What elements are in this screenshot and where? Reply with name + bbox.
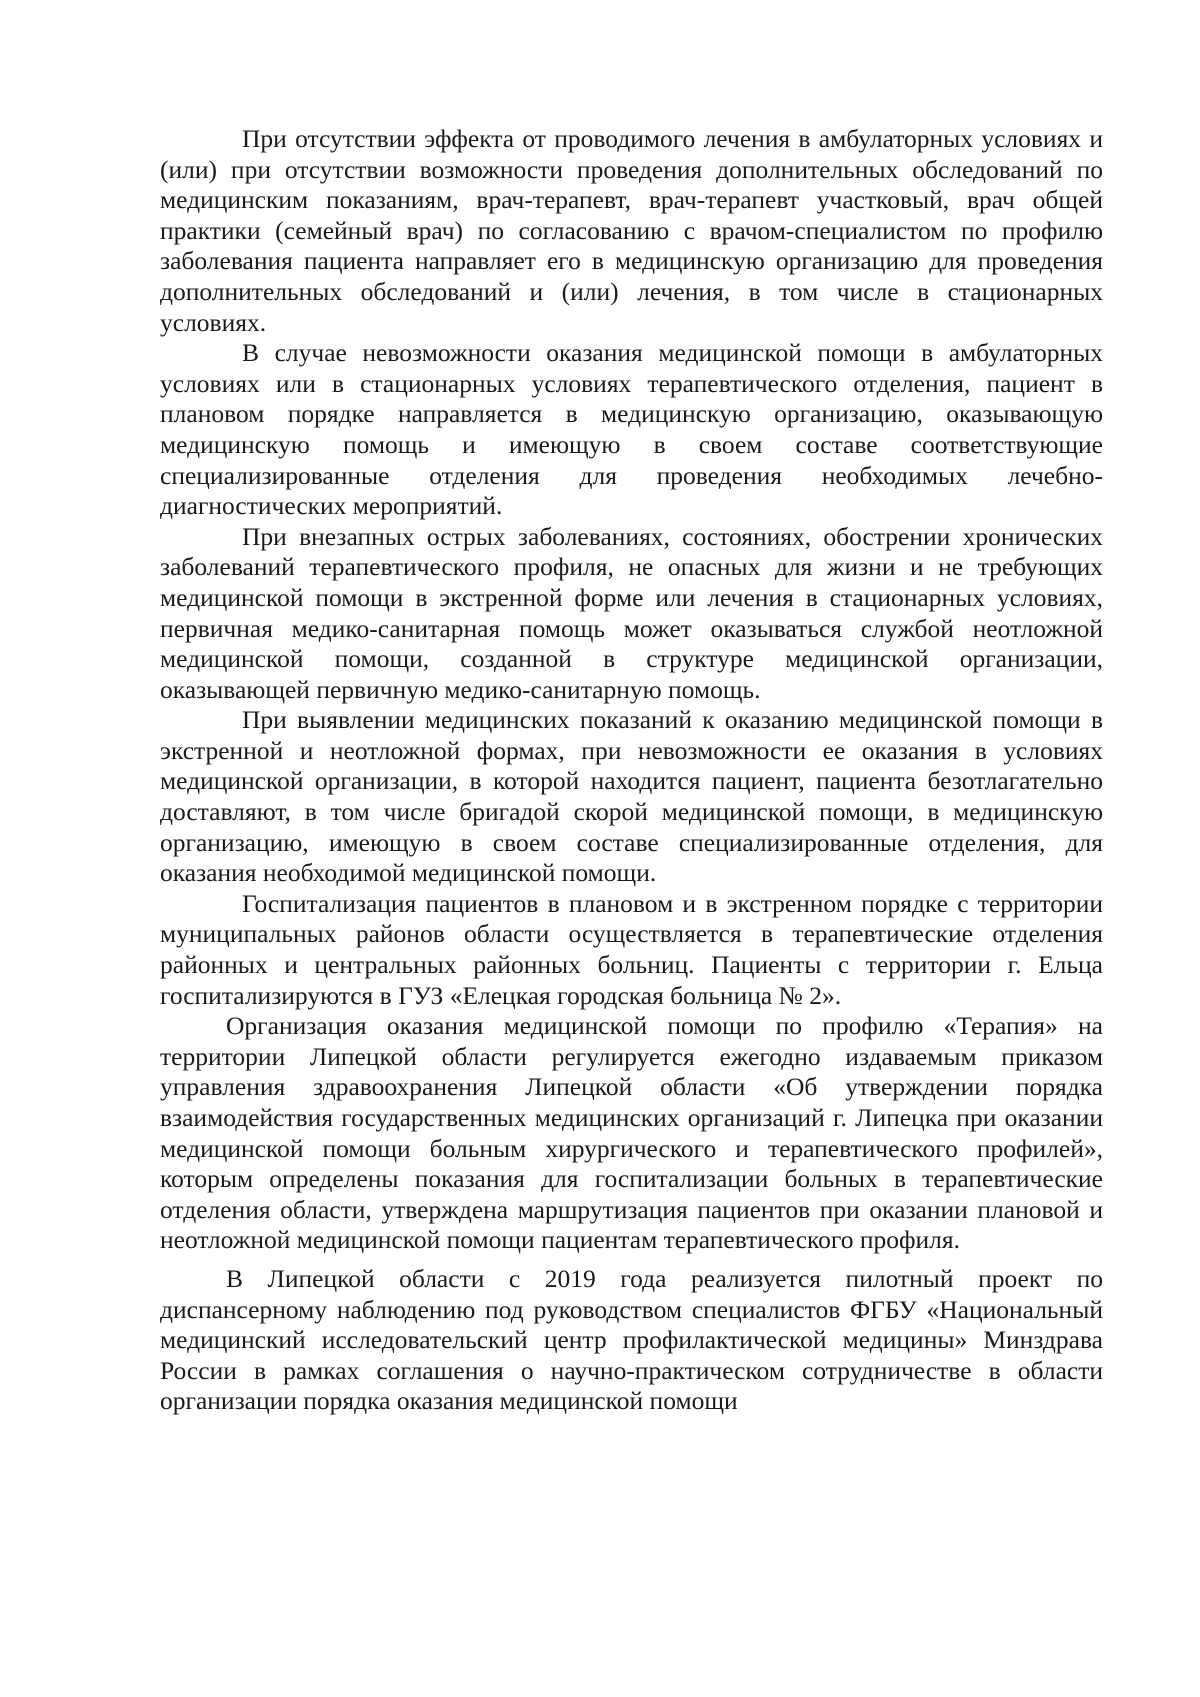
- paragraph-emergency-transport: При выявлении медицинских показаний к оказанию медицинской помощи в экстренной и неотложной формах, при невозможности ее оказания в условиях медицинской организации, в которой находится пациент, пациента безотлагательно доставляют, в том числе бригадой скорой медицинской помощи, в медицинскую организацию, имеющую в своем составе специализированные отделения, для оказания необходимой медицинской помощи.: [160, 705, 1103, 888]
- paragraph-specialized-departments: В случае невозможности оказания медицинской помощи в амбулаторных условиях или в стационарных условиях терапевтического отделения, пациент в плановом порядке направляется в медицинскую организацию, оказывающую медицинскую помощь и имеющую в своем составе соответствующие специализированные отделения для проведения необходимых лечебно-диагностических мероприятий.: [160, 338, 1103, 521]
- document-body: [160, 124, 1103, 1417]
- paragraph-therapy-organization: Организация оказания медицинской помощи по профилю «Терапия» на территории Липецкой области регулируется ежегодно издаваемым приказом управления здравоохранения Липецкой области «Об утверждении порядка взаимодействия государственных медицинских организаций г. Липецка при оказании медицинской помощи больным хирургического и терапевтического профилей», которым определены показания для госпитализации больных в терапевтические отделения области, утверждена маршрутизация пациентов при оказании плановой и неотложной медицинской помощи пациентам терапевтического профиля.: [160, 1011, 1103, 1255]
- paragraph-treatment-referral: При отсутствии эффекта от проводимого лечения в амбулаторных условиях и (или) при отсутствии возможности проведения дополнительных обследований по медицинским показаниям, врач-терапевт, врач-терапевт участковый, врач общей практики (семейный врач) по согласованию с врачом-специалистом по профилю заболевания пациента направляет его в медицинскую организацию для проведения дополнительных обследований и (или) лечения, в том числе в стационарных условиях.: [160, 124, 1103, 337]
- paragraph-urgent-care: При внезапных острых заболеваниях, состояниях, обострении хронических заболеваний терапевтического профиля, не опасных для жизни и не требующих медицинской помощи в экстренной форме или лечения в стационарных условиях, первичная медико-санитарная помощь может оказываться службой неотложной медицинской помощи, созданной в структуре медицинской организации, оказывающей первичную медико-санитарную помощь.: [160, 521, 1103, 704]
- paragraph-pilot-project: В Липецкой области с 2019 года реализуется пилотный проект по диспансерному наблюдению под руководством специалистов ФГБУ «Национальный медицинский исследовательский центр профилактической медицины» Минздрава России в рамках соглашения о научно-практическом сотрудничестве в области организации порядка оказания медицинской помощи: [160, 1263, 1103, 1416]
- paragraph-hospitalization: Госпитализация пациентов в плановом и в экстренном порядке с территории муниципальных районов области осуществляется в терапевтические отделения районных и центральных районных больниц. Пациенты с территории г. Ельца госпитализируются в ГУЗ «Елецкая городская больница № 2».: [160, 888, 1103, 1010]
